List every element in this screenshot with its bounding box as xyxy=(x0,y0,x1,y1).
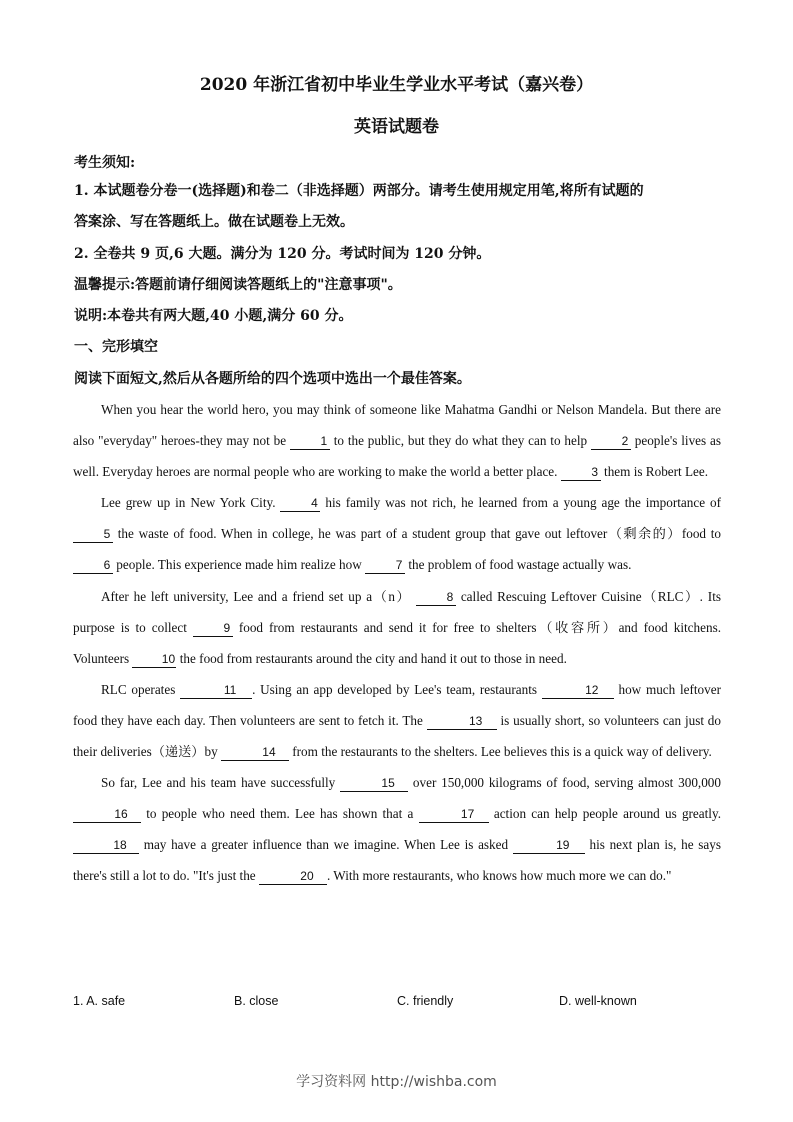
notice-item-2: 2. 全卷共 9 页,6 大题。满分为 120 分。考试时间为 120 分钟。 xyxy=(74,246,491,262)
paragraph-4 xyxy=(73,674,721,767)
option-b: B. close xyxy=(234,994,279,1008)
paragraph-1 xyxy=(73,394,721,487)
passage-text: them is Robert Lee. xyxy=(600,464,709,480)
blank-1: 1 xyxy=(290,434,330,450)
blank-16: 16 xyxy=(73,807,141,823)
blank-2: 2 xyxy=(591,434,631,450)
passage-text: may have a greater influence than we imagine. When Lee is asked xyxy=(139,837,513,853)
option-d: D. well-known xyxy=(559,994,637,1008)
passage-text: over 150,000 kilograms of food, serving almost 300,000 xyxy=(408,775,721,791)
footer-watermark: 学习资料网 http://wishba.com xyxy=(296,1074,497,1090)
blank-5: 5 xyxy=(73,527,113,543)
paragraph-5 xyxy=(73,767,721,891)
passage-text: food from restaurants and send it for free to shelters（收容所）and food kitchens. Volunteers xyxy=(73,619,721,666)
blank-12: 12 xyxy=(542,683,614,699)
exam-subtitle: 英语试题卷 xyxy=(354,117,439,137)
option-c: C. friendly xyxy=(397,994,454,1008)
blank-13: 13 xyxy=(427,714,497,730)
passage-text: the waste of food. When in college, he was part of a student group that gave out leftover（剩余的）food to xyxy=(113,526,721,542)
section-instruction: 阅读下面短文,然后从各题所给的四个选项中选出一个最佳答案。 xyxy=(74,371,471,387)
blank-14: 14 xyxy=(221,745,289,761)
blank-9: 9 xyxy=(193,621,233,637)
notice-explain: 说明:本卷共有两大题,40 小题,满分 60 分。 xyxy=(74,308,353,324)
notice-heading: 考生须知: xyxy=(74,155,136,171)
passage-text: from the restaurants to the shelters. Lee believes this is a quick way of delivery. xyxy=(288,744,712,760)
blank-20: 20 xyxy=(259,869,327,885)
passage-text: called Rescuing Leftover Cuisine（RLC）. Its purpose is to collect xyxy=(73,588,721,635)
passage-text: . With more restaurants, who knows how much more we can do." xyxy=(326,868,672,884)
option-a: 1. A. safe xyxy=(73,994,126,1008)
blank-7: 7 xyxy=(365,558,405,574)
blank-6: 6 xyxy=(73,558,113,574)
passage-text: Lee grew up in New York City. xyxy=(101,495,281,511)
cloze-passage xyxy=(73,394,721,892)
paragraph-3 xyxy=(73,581,721,674)
exam-title: 2020 年浙江省初中毕业生学业水平考试（嘉兴卷） xyxy=(199,75,594,95)
passage-text: is usually short, so volunteers can just do their deliveries（递送）by xyxy=(73,712,721,760)
passage-text: So far, Lee and his team have successfully xyxy=(101,775,341,791)
passage-text: the food from restaurants around the city and hand it out to those in need. xyxy=(176,650,567,666)
blank-18: 18 xyxy=(73,838,139,854)
passage-text: to the public, but they do what they can to help xyxy=(329,433,591,449)
passage-text: RLC operates xyxy=(101,681,181,697)
passage-text: people's lives as well. Everyday heroes are normal people who are working to make the world a better place. xyxy=(73,433,721,480)
passage-text: to people who need them. Lee has shown that a xyxy=(141,806,419,822)
passage-text: how much leftover food they have each day. Then volunteers are sent to fetch it. The xyxy=(73,681,721,728)
passage-text: action can help people around us greatly. xyxy=(488,806,721,822)
question-1-options xyxy=(73,994,723,1014)
blank-10: 10 xyxy=(132,652,176,668)
passage-text: When you hear the world hero, you may think of someone like Mahatma Gandhi or Nelson Mandela. But there are also "everyday" heroes-they may not be xyxy=(73,402,721,449)
notice-item-1-line-1: 1. 本试题卷分卷一(选择题)和卷二（非选择题）两部分。请考生使用规定用笔,将所有试题的 xyxy=(74,183,644,199)
blank-11: 11 xyxy=(180,683,252,699)
passage-text: . Using an app developed by Lee's team, restaurants xyxy=(252,681,542,697)
blank-17: 17 xyxy=(419,807,489,823)
paragraph-2 xyxy=(73,487,721,580)
passage-text: his family was not rich, he learned from a young age the importance of xyxy=(320,495,721,511)
notice-tip: 温馨提示:答题前请仔细阅读答题纸上的"注意事项"。 xyxy=(74,277,402,293)
blank-15: 15 xyxy=(340,776,408,792)
passage-text: his next plan is, he says there's still a lot to do. "It's just the xyxy=(73,837,721,884)
section-heading: 一、完形填空 xyxy=(74,339,158,355)
blank-8: 8 xyxy=(416,590,456,606)
passage-text: the problem of food wastage actually was. xyxy=(405,557,632,573)
passage-text: people. This experience made him realize how xyxy=(113,557,366,573)
blank-4: 4 xyxy=(280,496,320,512)
blank-3: 3 xyxy=(561,465,601,481)
passage-text: After he left university, Lee and a friend set up a（n） xyxy=(101,588,416,604)
blank-19: 19 xyxy=(513,838,585,854)
notice-item-1-line-2: 答案涂、写在答题纸上。做在试题卷上无效。 xyxy=(74,214,354,230)
